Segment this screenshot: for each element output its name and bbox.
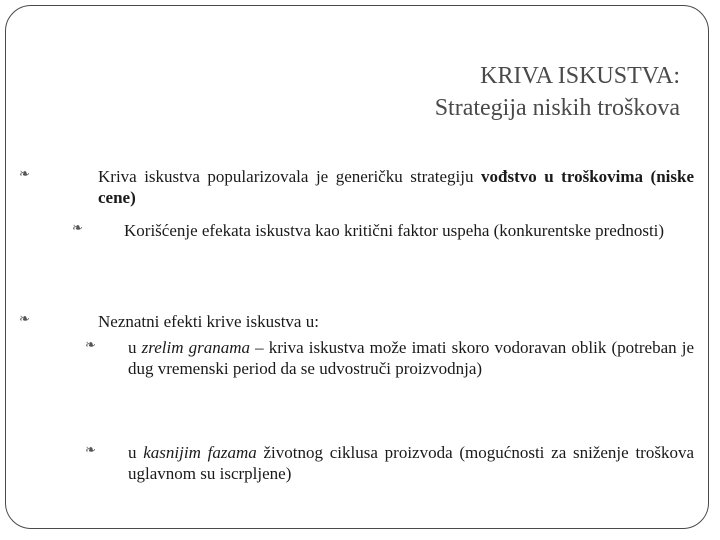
title-line-1: KRIVA ISKUSTVA: bbox=[480, 63, 680, 89]
slide-body bbox=[6, 6, 708, 528]
bullet-item-1 bbox=[98, 166, 694, 208]
swirl-bullet-icon: ❧ bbox=[85, 338, 96, 353]
bullet-item-5-post: životnog ciklusa proizvoda (mogućnosti za sniženje troškova uglavnom su iscrpljene) bbox=[128, 443, 694, 483]
swirl-bullet-icon: ❧ bbox=[19, 167, 30, 182]
bullet-item-4 bbox=[128, 337, 694, 379]
bullet-item-5 bbox=[128, 442, 694, 484]
swirl-bullet-icon: ❧ bbox=[19, 312, 30, 327]
slide-frame bbox=[5, 5, 709, 529]
bullet-item-5-pre: u bbox=[128, 443, 144, 462]
bullet-item-3 bbox=[98, 311, 694, 332]
swirl-bullet-icon: ❧ bbox=[85, 443, 96, 458]
bullet-item-2-text: Korišćenje efekata iskustva kao kritični faktor uspeha (konkurentske prednosti) bbox=[124, 221, 665, 240]
title-line-2: Strategija niskih troškova bbox=[434, 95, 680, 121]
bullet-item-1-bold: vođstvo u troškovima (niske cene) bbox=[98, 167, 694, 207]
bullet-item-4-pre: u bbox=[128, 338, 142, 357]
bullet-item-5-italic: kasnijim fazama bbox=[143, 443, 257, 462]
bullet-item-2 bbox=[124, 220, 694, 241]
bullet-item-4-italic: zrelim granama bbox=[141, 338, 251, 357]
bullet-item-3-text: Neznatni efekti krive iskustva u: bbox=[98, 312, 319, 331]
swirl-bullet-icon: ❧ bbox=[72, 221, 83, 236]
bullet-item-1-text: Kriva iskustva popularizovala je generičku strategiju bbox=[98, 167, 481, 186]
bullet-item-4-post: – kriva iskustva može imati skoro vodoravan oblik (potreban je dug vremenski period da se udvostruči proizvodnja) bbox=[128, 338, 694, 378]
